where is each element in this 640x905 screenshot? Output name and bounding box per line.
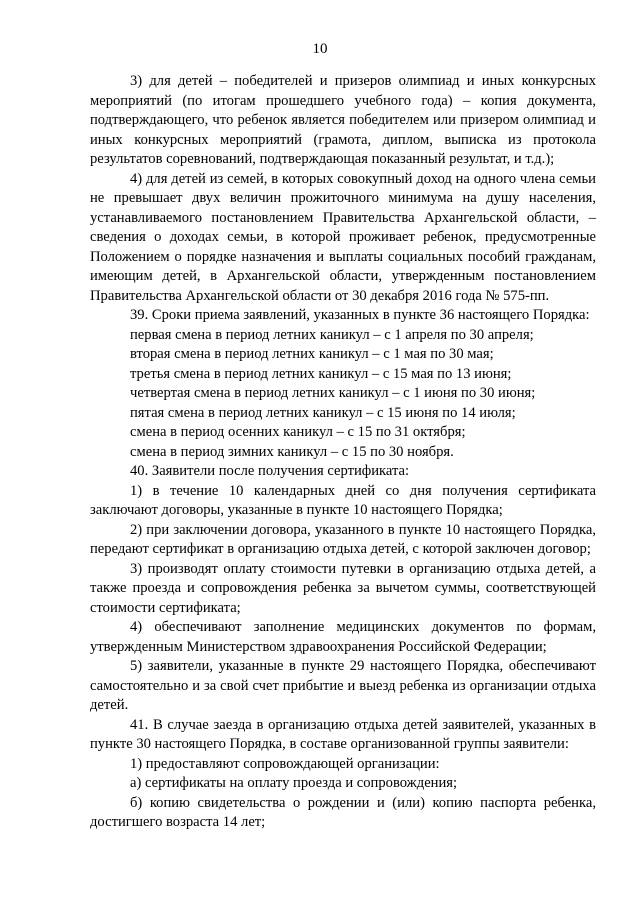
deadline-item-autumn-shift: смена в период осенних каникул – с 15 по 31 октября; xyxy=(130,424,466,440)
paragraph-40-item-2: 2) при заключении договора, указанного в пункте 10 настоящего Порядка, передают сертификат в организацию отдыха детей, с которой заключен договор; xyxy=(90,521,596,557)
paragraph-41-item-a: а) сертификаты на оплату проезда и сопровождения; xyxy=(130,775,458,791)
deadline-item-fourth-shift: четвертая смена в период летних каникул – с 1 июня по 30 июня; xyxy=(130,385,536,401)
paragraph-40-item-3: 3) производят оплату стоимости путевки в организацию отдыха детей, а также проезда и сопровождения ребенка за вычетом суммы, соответствующей стоимости сертификата; xyxy=(90,560,596,616)
paragraph-41-organized-group: 41. В случае заезда в организацию отдыха детей заявителей, указанных в пункте 30 настоящего Порядка, в составе организованной группы заявители: xyxy=(90,716,596,752)
paragraph-41-item-1: 1) предоставляют сопровождающей организации: xyxy=(130,755,440,772)
paragraph-40-after-certificate: 40. Заявители после получения сертификата: xyxy=(130,463,410,479)
deadline-item-winter-shift: смена в период зимних каникул – с 15 по 30 ноября. xyxy=(130,443,454,460)
deadline-item-first-shift: первая смена в период летних каникул – с 1 апреля по 30 апреля; xyxy=(130,326,534,343)
paragraph-3-olympiad-winners: 3) для детей – победителей и призеров олимпиад и иных конкурсных мероприятий (по итогам прошедшего учебного года) – копия документа, подтверждающего, что ребенок является победителем или призером олимпиад и иных конкурсных мероприятий (грамота, диплом, выписка из протокола результатов соревнований, подтверждающая показанный результат, и т.д.); xyxy=(90,73,596,167)
paragraph-4-low-income-families: 4) для детей из семей, в которых совокупный доход на одного члена семьи не превышает двух величин прожиточного минимума на душу населения, устанавливаемого постановлением Правительства Архангельской области, – сведения о доходах семьи, в которой проживает ребенок, предусмотренные Положением о порядке назначения и выплаты социальных пособий гражданам, имеющим детей, в Архангельской области, утвержденным постановлением Правительства Архангельской области от 30 декабря 2016 года № 575-пп. xyxy=(90,170,596,304)
paragraph-41-item-b: б) копию свидетельства о рождении и (или) копию паспорта ребенка, достигшего возраста 14 лет; xyxy=(90,794,596,830)
deadline-item-third-shift: третья смена в период летних каникул – с 15 мая по 13 июня; xyxy=(130,365,512,382)
paragraph-40-item-1: 1) в течение 10 календарных дней со дня получения сертификата заключают договоры, указанные в пункте 10 настоящего Порядка; xyxy=(90,482,596,518)
deadline-item-second-shift: вторая смена в период летних каникул – с 1 мая по 30 мая; xyxy=(130,346,494,362)
paragraph-40-item-4: 4) обеспечивают заполнение медицинских документов по формам, утвержденным Министерством здравоохранения Российской Федерации; xyxy=(90,619,596,655)
paragraph-40-item-5: 5) заявители, указанные в пункте 29 настоящего Порядка, обеспечивают самостоятельно и за свой счет прибытие и выезд ребенка из организации отдыха детей. xyxy=(90,658,596,713)
page-number: 10 xyxy=(312,41,328,57)
deadline-item-fifth-shift: пятая смена в период летних каникул – с 15 июня по 14 июля; xyxy=(130,404,516,421)
paragraph-39-application-deadlines: 39. Сроки приема заявлений, указанных в пункте 36 настоящего Порядка: xyxy=(130,307,590,323)
document-body xyxy=(90,72,596,833)
